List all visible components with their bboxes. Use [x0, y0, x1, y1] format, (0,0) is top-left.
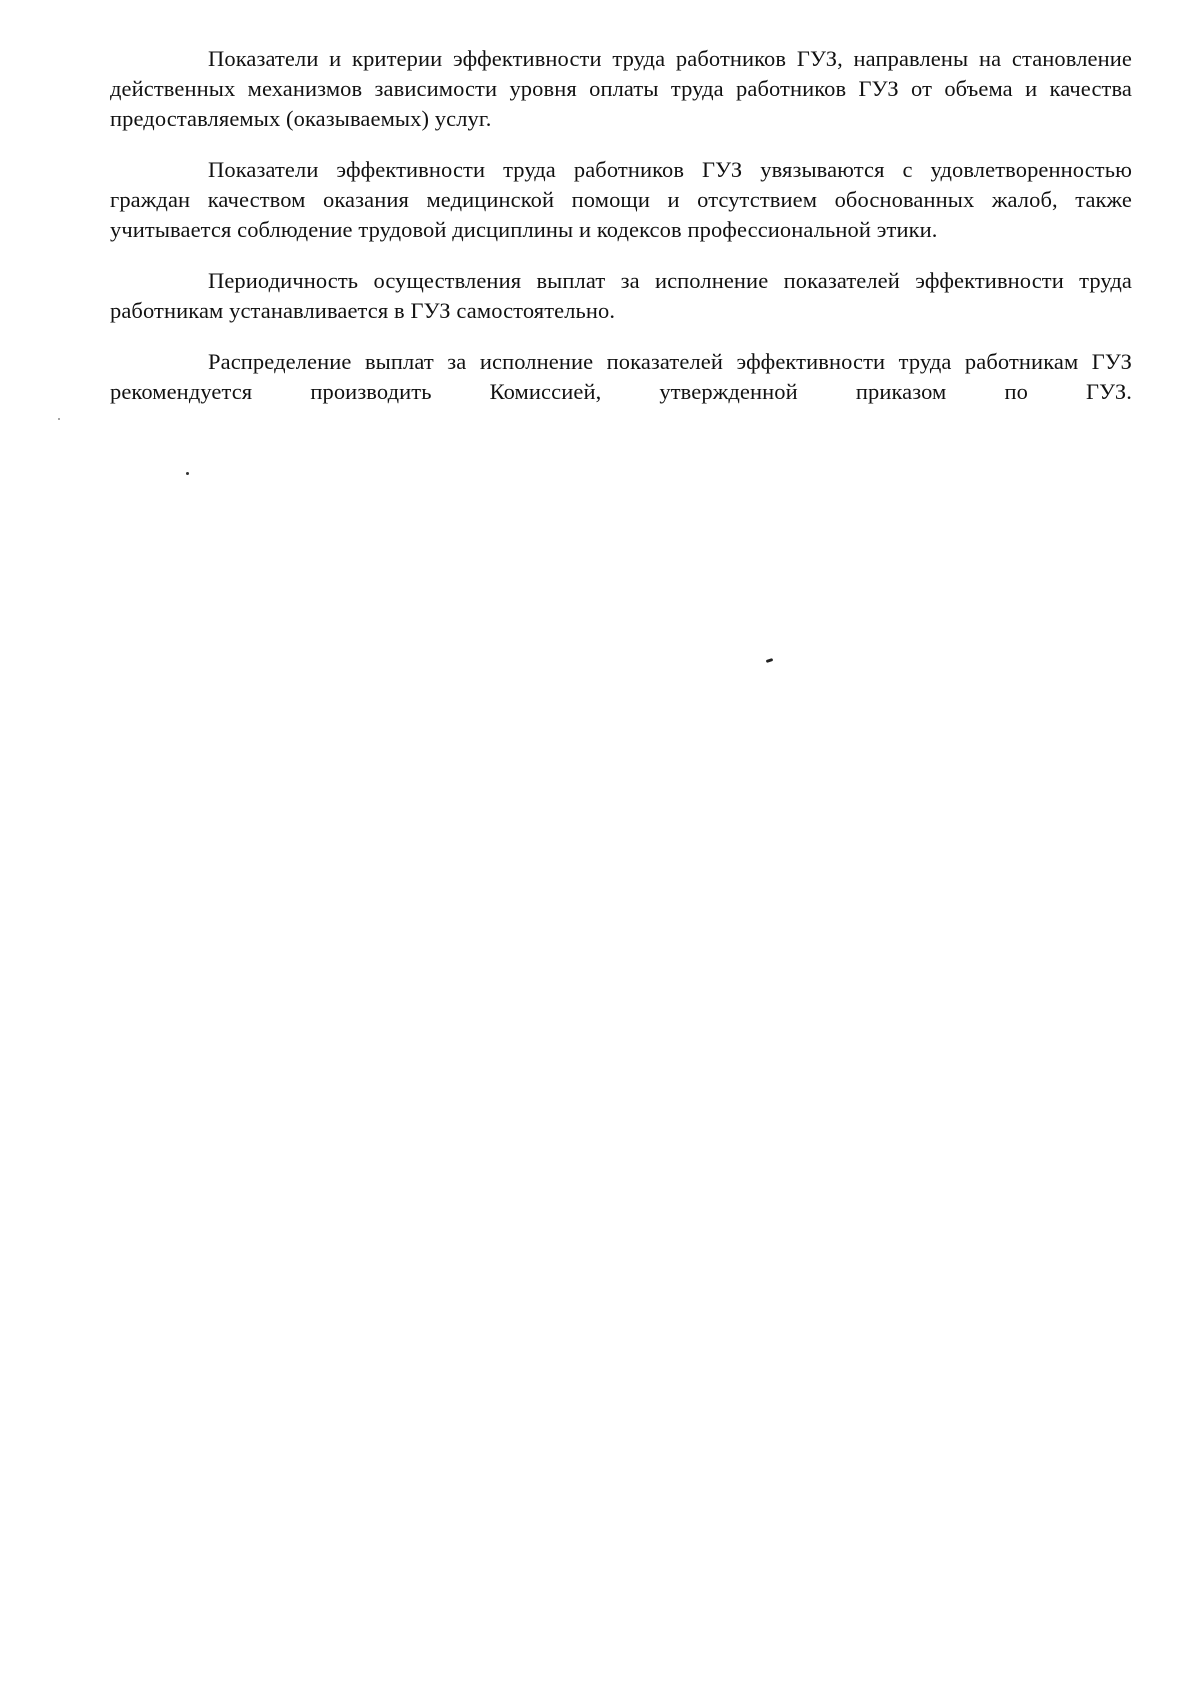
paragraph-efficiency-criteria: Показатели и критерии эффективности труда работников ГУЗ, направлены на становление действенных механизмов зависимости уровня оплаты труда работников ГУЗ от объема и качества предоставляемых (оказываемых) услуг.	[110, 46, 1132, 131]
scan-speck	[58, 418, 60, 420]
paragraph-payment-distribution: Распределение выплат за исполнение показателей эффективности труда работникам ГУЗ рекомендуется производить Комиссией, утвержденной приказом по ГУЗ.	[110, 349, 1132, 404]
paragraph-satisfaction-indicators: Показатели эффективности труда работников ГУЗ увязываются с удовлетворенностью граждан качеством оказания медицинской помощи и отсутствием обоснованных жалоб, также учитывается соблюдение трудовой дисциплины и кодексов профессиональной этики.	[110, 157, 1132, 242]
document-body	[110, 44, 1132, 428]
paragraph-payment-frequency: Периодичность осуществления выплат за исполнение показателей эффективности труда работникам устанавливается в ГУЗ самостоятельно.	[110, 268, 1132, 323]
scan-mark	[766, 658, 774, 663]
scan-speck	[186, 472, 189, 475]
